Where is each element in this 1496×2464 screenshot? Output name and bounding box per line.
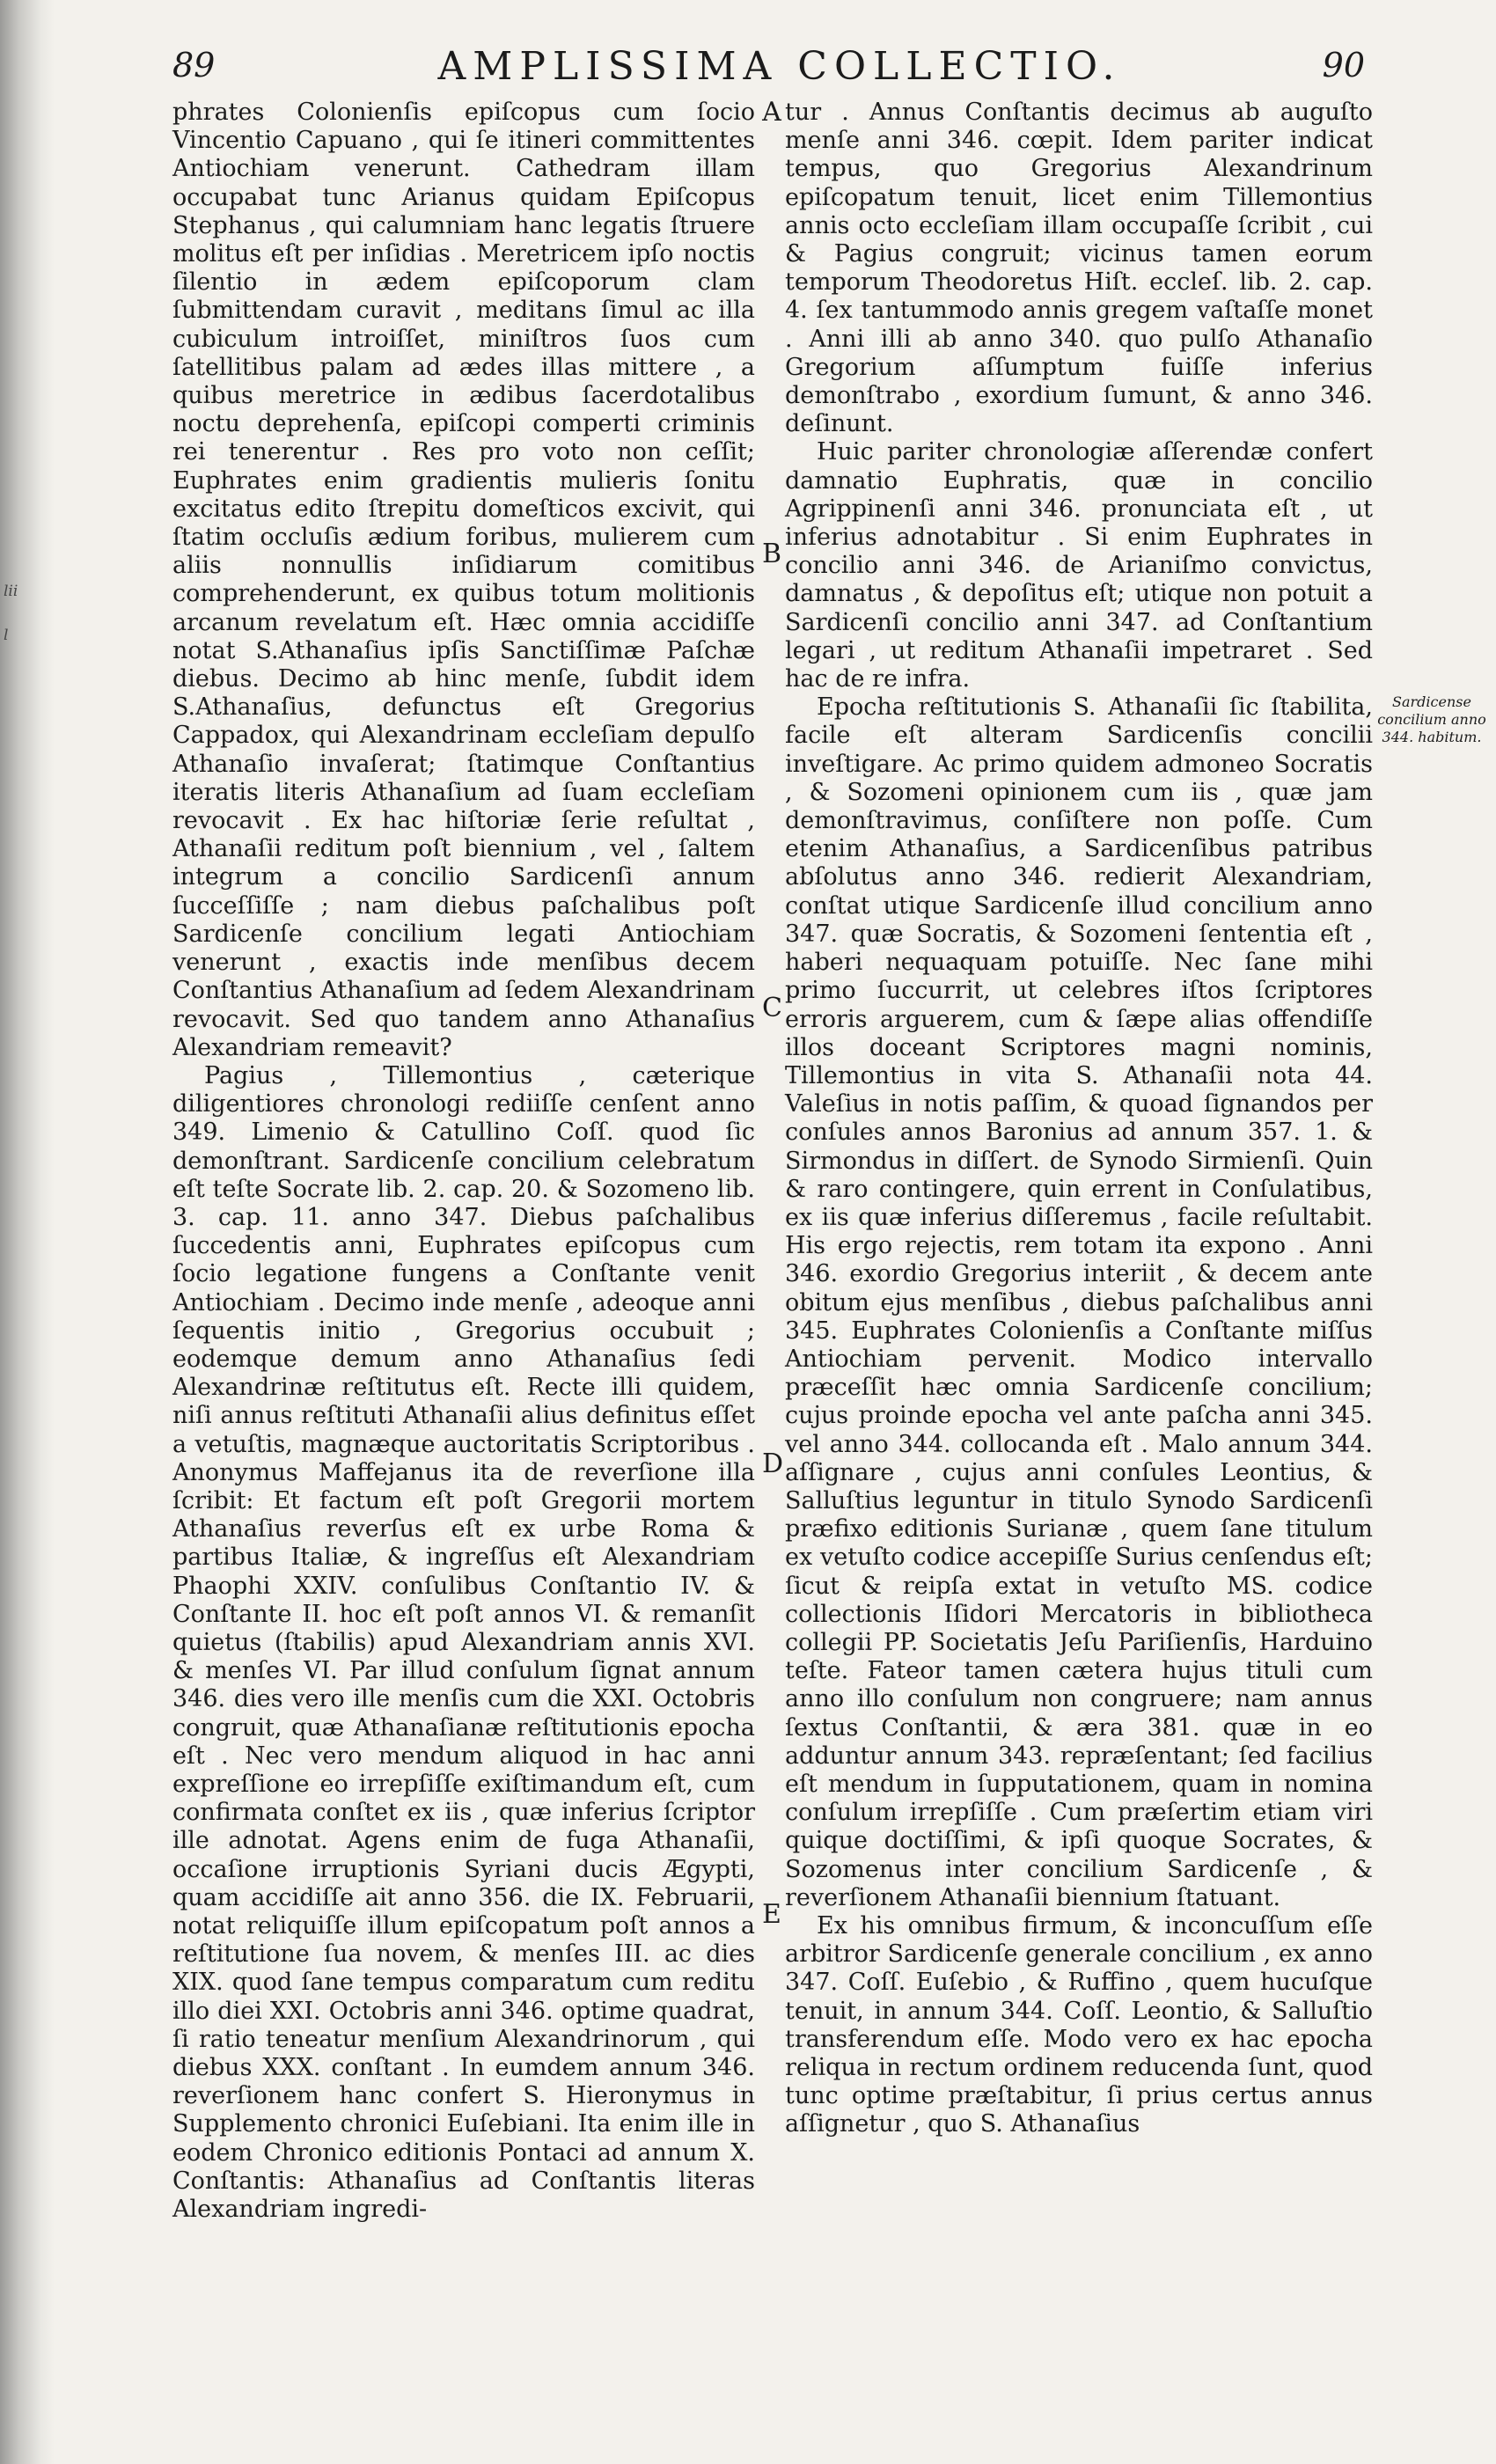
left-paragraph-1: phrates Colonienſis epiſcopus cum ſocio Vincentio Capuano , qui ſe itineri committentes Antiochiam venerunt. Cathedram illam occupabat tunc Arianus quidam Epiſcopus Stephanus , qui calumniam hanc legatis ſtruere molitus eſt per inſidias . Meretricem ipſo noctis ſilentio in ædem epiſcoporum clam ſubmittendam curavit , meditans ſimul ac illa cubiculum introiſſet, miniſtros ſuos cum ſatellitibus palam ad ædes illas mittere , a quibus meretrice in ædibus ſacerdotalibus noctu deprehenſa, epiſcopi comperti criminis rei tenerentur . Res pro voto non ceſſit; Euphrates enim gradientis mulieris ſonitu excitatus edito ſtrepitu domeſticos excivit, qui ſtatim occluſis ædium foribus, mulierem cum aliis nonnullis inſidiarum comitibus comprehenderunt, ex quibus totum molitionis arcanum revelatum eſt. Hæc omnia accidiſſe notat S.Athanaſius ipſis Sanctiſſimæ Paſchæ diebus. Decimo ab hinc menſe, ſubdit idem S.Athanaſius, defunctus eſt Gregorius Cappadox, qui Alexandrinam eccleſiam depulſo Athanaſio invaſerat; ſtatimque Conſtantius iteratis literis Athanaſium ad ſuam eccleſiam revocavit . Ex hac hiſtoriæ ſerie reſultat , Athanaſii reditum poſt biennium , vel , ſaltem integrum a concilio Sardicenſi annum ſucceſſiſſe ; nam diebus paſchalibus poſt Sardicenſe concilium legati Antiochiam venerunt , exactis inde menſibus decem Conſtantius Athanaſium ad ſedem Alexandrinam revocavit. Sed quo tandem anno Athanaſius Alexandriam remeavit? — [172, 99, 755, 1061]
page-number-right: 90 — [1322, 46, 1365, 84]
left-column — [172, 99, 755, 2299]
section-marker-b: B — [762, 539, 782, 569]
right-paragraph-3: Epocha reſtitutionis S. Athanaſii ſic ſtabilita, facile eſt alteram Sardicenſis concilii inveſtigare. Ac primo quidem admoneo Socratis , & Sozomeni opinionem cum iis , quæ jam demonſtravimus, conſiſtere non poſſe. Cum etenim Athanaſius, a Sardicenſibus patribus abſolutus anno 346. redierit Alexandriam, conſtat utique Sardicenſe illud concilium anno 347. quæ Socratis, & Sozomeni ſententia eſt , haberi nequaquam potuiſſe. Nec ſane mihi primo ſuccurrit, ut celebres iſtos ſcriptores erroris arguerem, cum & ſæpe alias offendiſſe illos doceant Scriptores magni nominis, Tillemontius in vita S. Athanaſii nota 44. Valeſius in notis paſſim, & quoad ſignandos per conſules annos Baronius ad annum 357. 1. & Sirmondus in diſſert. de Synodo Sirmienſi. Quin & raro contingere, quin errent in Conſulatibus, ex iis quæ inferius diſſeremus , facile reſultabit. His ergo rejectis, rem totam ita expono . Anni 346. exordio Gregorius interiit , & decem ante obitum ejus menſibus , diebus paſchalibus anni 345. Euphrates Colonienſis a Conſtante miſſus Antiochiam pervenit. Modico intervallo præceſſit hæc omnia Sardicenſe concilium; cujus proinde epocha vel ante paſcha anni 345. vel anno 344. collocanda eſt . Malo annum 344. aſſignare , cujus anni conſules Leontius, & Salluſtius leguntur in titulo Synodo Sardicenſi præfixo editionis Surianæ , quem ſane titulum ex vetuſto codice accepiſſe Surius cenſendus eſt; ſicut & reipſa extat in vetuſto MS. codice collectionis Iſidori Mercatoris in bibliotheca collegii PP. Societatis Jeſu Pariſienſis, Harduino teſte. Fateor tamen cætera hujus tituli cum anno illo conſulum non congruere; nam annus ſextus Conſtantii, & æra 381. quæ in eo adduntur annum 343. repræſentant; ſed facilius eſt mendum in ſupputationem, quam in nomina conſulum irrepſiſſe . Cum præſertim etiam viri quique doctiſſimi, & ipſi quoque Socrates, & Sozomenus inter concilium Sardicenſe , & reverſionem Athanaſii biennium ſtatuant. — [785, 693, 1373, 1911]
section-marker-c: C — [762, 993, 782, 1023]
right-paragraph-4: Ex his omnibus firmum, & inconcuſſum eſſe arbitror Sardicenſe generale concilium , ex anno 347. Coſſ. Euſebio , & Ruffino , quem hucuſque tenuit, in annum 344. Coſſ. Leontio, & Salluſtio transferendum eſſe. Modo vero ex hac epocha reliqua in rectum ordinem reducenda ſunt, quod tunc optime præſtabitur, ſi prius certus annus aſſignetur , quo S. Athanaſius — [785, 1912, 1373, 2138]
right-paragraph-1: tur . Annus Conſtantis decimus ab auguſto menſe anni 346. cœpit. Idem pariter indicat tempus, quo Gregorius Alexandrinum epiſcopatum tenuit, licet enim Tillemontius annis octo eccleſiam illam occupaſſe ſcribit , cui & Pagius congruit; vicinus tamen eorum temporum Theodoretus Hiſt. eccleſ. lib. 2. cap. 4. ſex tantummodo annis gregem vaſtaſſe monet . Anni illi ab anno 340. quo pulſo Athanaſio Gregorium aſſumptum fuiſſe inferius demonſtrabo , exordium ſumunt, & anno 346. deſinunt. — [785, 99, 1373, 438]
spine-mark-b: l — [4, 627, 9, 644]
spine-mark-a: lii — [4, 583, 18, 600]
right-column — [785, 99, 1373, 2299]
page-number-left: 89 — [172, 46, 216, 84]
running-title: AMPLISSIMA COLLECTIO. — [437, 44, 1122, 89]
right-paragraph-2: Huic pariter chronologiæ aſſerendæ confert damnatio Euphratis, quæ in concilio Agrippinenſi anni 346. pronunciata eſt , ut inferius adnotabitur . Si enim Euphrates in concilio anni 346. de Arianiſmo convictus, damnatus , & depoſitus eſt; utique non potuit a Sardicenſi concilio anni 347. ad Conſtantium legari , ut reditum Athanaſii impetraret . Sed hac de re infra. — [785, 438, 1373, 693]
page-header — [172, 44, 1365, 93]
section-marker-e: E — [762, 1899, 781, 1930]
book-spine-shadow — [0, 0, 55, 2464]
marginal-note: Sardicense concilium anno 344. habitum. — [1377, 693, 1486, 745]
section-marker-a: A — [762, 97, 781, 128]
section-marker-d: D — [762, 1448, 784, 1479]
left-paragraph-2: Pagius , Tillemontius , cæterique diligentiores chronologi rediiſſe cenſent anno 349. Limenio & Catullino Coſſ. quod ſic demonſtrant. Sardicenſe concilium celebratum eſt teſte Socrate lib. 2. cap. 20. & Sozomeno lib. 3. cap. 11. anno 347. Diebus paſchalibus ſuccedentis anni, Euphrates epiſcopus cum ſocio legatione fungens a Conſtante venit Antiochiam . Decimo inde menſe , adeoque anni ſequentis initio , Gregorius occubuit ; eodemque demum anno Athanaſius ſedi Alexandrinæ reſtitutus eſt. Recte illi quidem, niſi annus reſtituti Athanaſii alius definitus eſſet a vetuſtis, magnæque auctoritatis Scriptoribus . Anonymus Maffejanus ita de reverſione illa ſcribit: Et factum eſt poſt Gregorii mortem Athanaſius reverſus eſt ex urbe Roma & partibus Italiæ, & ingreſſus eſt Alexandriam Phaophi XXIV. conſulibus Conſtantio IV. & Conſtante II. hoc eſt poſt annos VI. & remanſit quietus (ſtabilis) apud Alexandriam annis XVI. & menſes VI. Par illud conſulum ſignat annum 346. dies vero ille menſis cum die XXI. Octobris congruit, quæ Athanaſianæ reſtitutionis epocha eſt . Nec vero mendum aliquod in hac anni expreſſione eo irrepſiſſe exiſtimandum eſt, cum confirmata conſtet ex iis , quæ inferius ſcriptor ille adnotat. Agens enim de fuga Athanaſii, occaſione irruptionis Syriani ducis Ægypti, quam accidiſſe ait anno 356. die IX. Februarii, notat reliquiſſe illum epiſcopatum poſt annos a reſtitutione ſua novem, & menſes III. ac dies XIX. quod ſane tempus comparatum cum reditu illo diei XXI. Octobris anni 346. optime quadrat, ſi ratio teneatur menſium Alexandrinorum , qui diebus XXX. conſtant . In eumdem annum 346. reverſionem hanc confert S. Hieronymus in Supplemento chronici Euſebiani. Ita enim ille in eodem Chronico editionis Pontaci ad annum X. Conſtantis: Athanaſius ad Conſtantis literas Alexandriam ingredi- — [172, 1061, 755, 2224]
